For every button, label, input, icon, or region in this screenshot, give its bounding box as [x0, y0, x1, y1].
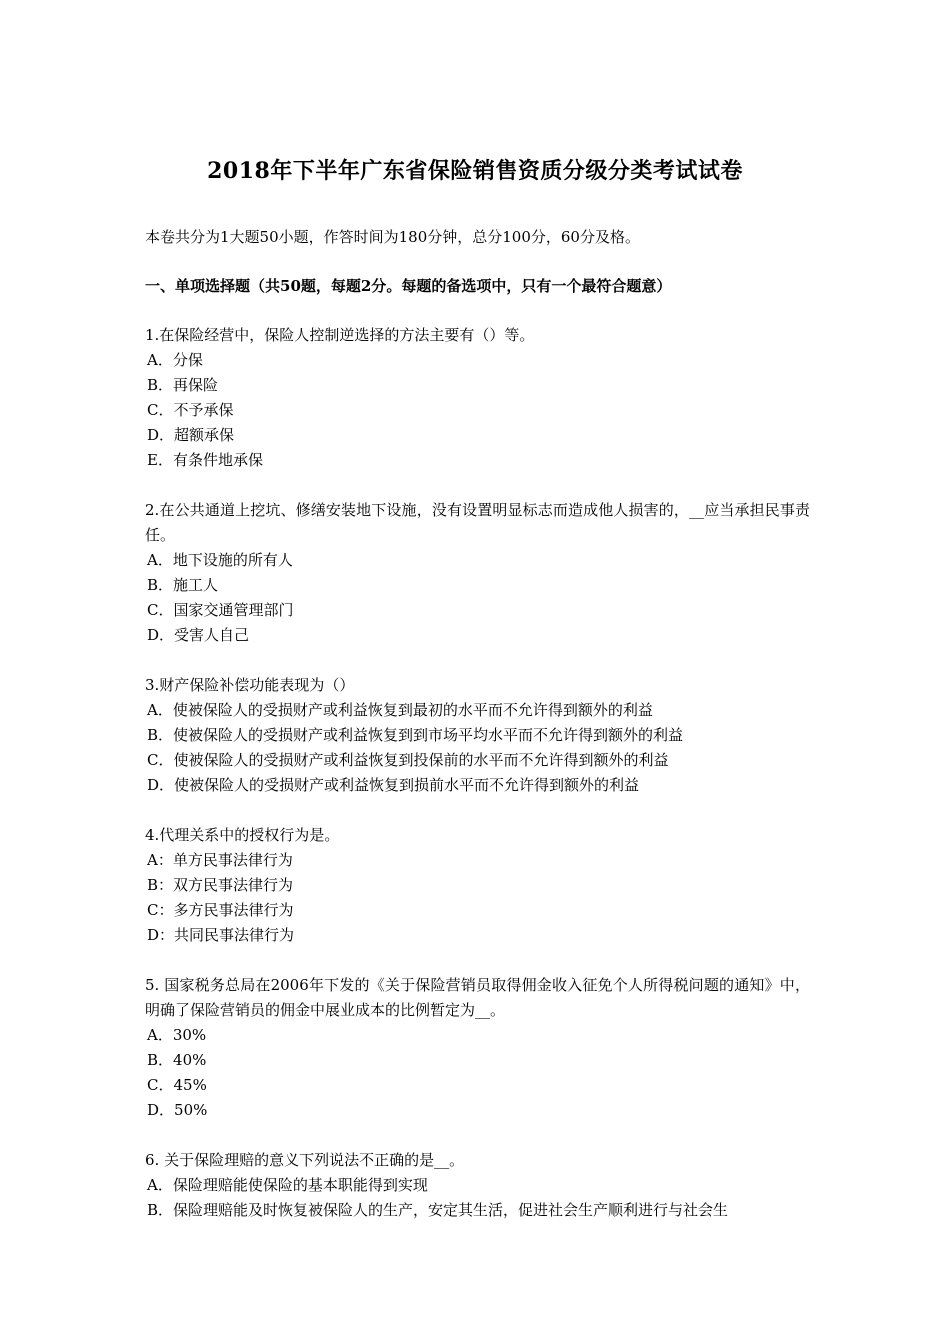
- question-block: [145, 823, 810, 948]
- answer-option: B．40%: [147, 1051, 207, 1069]
- document-title: 2018年下半年广东省保险销售资质分级分类考试试卷: [207, 158, 743, 184]
- option-list: [145, 348, 810, 473]
- option-list: [145, 1173, 810, 1223]
- question-stem: 1.在保险经营中，保险人控制逆选择的方法主要有（）等。: [145, 326, 535, 344]
- answer-option: E．有条件地承保: [147, 451, 263, 469]
- answer-option: A．保险理赔能使保险的基本职能得到实现: [147, 1176, 428, 1194]
- option-list: [145, 548, 810, 648]
- question-block: [145, 973, 810, 1123]
- option-list: [145, 698, 810, 798]
- answer-option: D．受害人自己: [147, 626, 250, 644]
- answer-option: D：共同民事法律行为: [147, 926, 295, 944]
- answer-option: C．不予承保: [147, 401, 234, 419]
- question-stem: 4.代理关系中的授权行为是。: [145, 826, 340, 844]
- question-stem: 2.在公共通道上挖坑、修缮安装地下设施，没有设置明显标志而造成他人损害的，__应当承担民事责任。: [145, 501, 810, 544]
- answer-option: A：单方民事法律行为: [147, 851, 293, 869]
- question-block: [145, 1148, 810, 1223]
- answer-option: D．50%: [147, 1101, 208, 1119]
- question-stem: 5. 国家税务总局在2006年下发的《关于保险营销员取得佣金收入征免个人所得税问题的通知》中，明确了保险营销员的佣金中展业成本的比例暂定为__。: [145, 976, 810, 1019]
- answer-option: D．超额承保: [147, 426, 235, 444]
- exam-intro: 本卷共分为1大题50小题，作答时间为180分钟，总分100分，60分及格。: [145, 228, 640, 246]
- answer-option: C．使被保险人的受损财产或利益恢复到投保前的水平而不允许得到额外的利益: [147, 751, 669, 769]
- answer-option: B．再保险: [147, 376, 219, 394]
- answer-option: B．保险理赔能及时恢复被保险人的生产，安定其生活，促进社会生产顺利进行与社会生: [147, 1201, 729, 1219]
- answer-option: D．使被保险人的受损财产或利益恢复到损前水平而不允许得到额外的利益: [147, 776, 640, 794]
- answer-option: B：双方民事法律行为: [147, 876, 294, 894]
- answer-option: C．国家交通管理部门: [147, 601, 294, 619]
- answer-option: A．分保: [147, 351, 203, 369]
- answer-option: A．使被保险人的受损财产或利益恢复到最初的水平而不允许得到额外的利益: [147, 701, 653, 719]
- question-block: [145, 323, 810, 473]
- option-list: [145, 1023, 810, 1123]
- answer-option: A．30%: [147, 1026, 207, 1044]
- answer-option: A．地下设施的所有人: [147, 551, 293, 569]
- question-block: [145, 498, 810, 648]
- answer-option: C．45%: [147, 1076, 207, 1094]
- answer-option: B．使被保险人的受损财产或利益恢复到到市场平均水平而不允许得到额外的利益: [147, 726, 684, 744]
- answer-option: B．施工人: [147, 576, 219, 594]
- option-list: [145, 848, 810, 948]
- question-block: [145, 673, 810, 798]
- question-list: [145, 323, 810, 1248]
- section-heading: 一、单项选择题（共50题，每题2分。每题的备选项中，只有一个最符合题意）: [145, 277, 672, 295]
- question-stem: 3.财产保险补偿功能表现为（）: [145, 676, 355, 694]
- answer-option: C：多方民事法律行为: [147, 901, 294, 919]
- question-stem: 6. 关于保险理赔的意义下列说法不正确的是__。: [145, 1151, 465, 1169]
